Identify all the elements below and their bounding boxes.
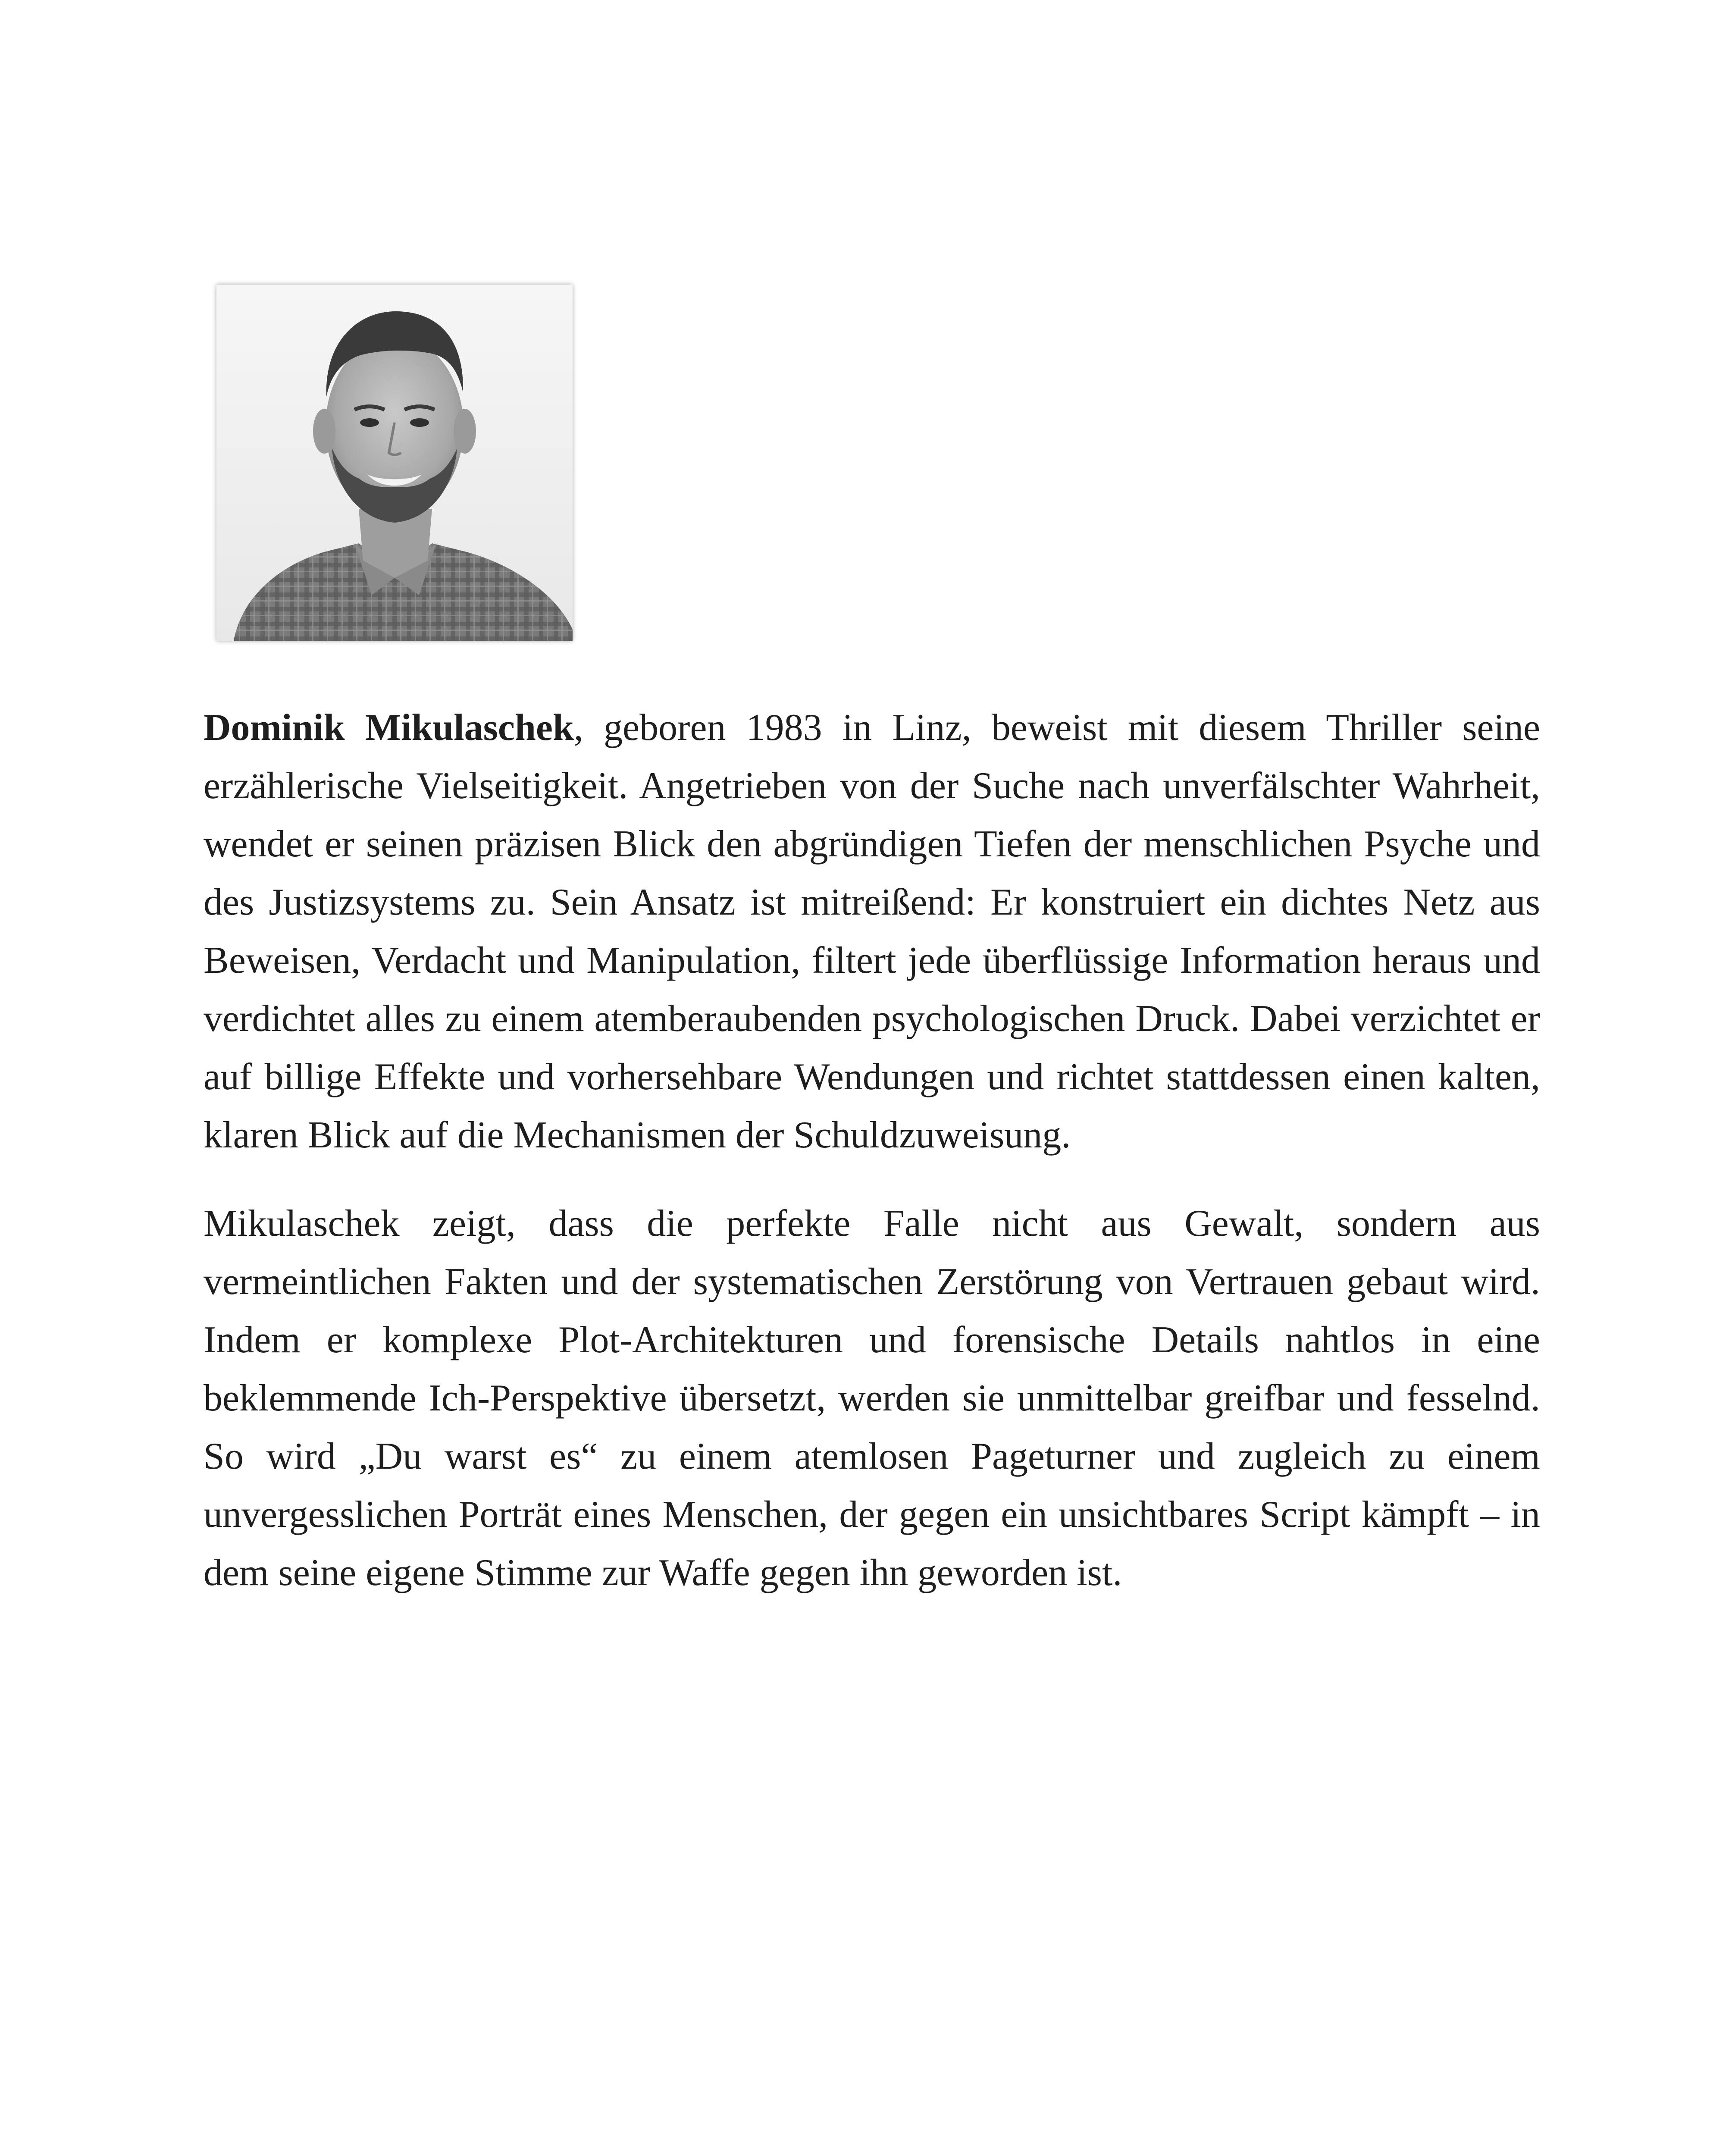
author-bio [204,699,1540,1632]
bio-paragraph-1 [204,699,1540,1164]
bio-paragraph-1-text: , geboren 1983 in Linz, beweist mit diesem Thriller seine erzählerische Vielseitigkeit. Angetrieben von der Suche nach unverfälschter Wahrheit, wendet er seinen präzisen Blick den abgründigen Tiefen der menschlichen Psyche und des Justizsystems zu. Sein Ansatz ist mitreißend: Er konstruiert ein dichtes Netz aus Beweisen, Verdacht und Manipulation, filtert jede überflüssige Information heraus und verdichtet alles zu einem atemberaubenden psychologischen Druck. Dabei verzichtet er auf billige Effekte und vorhersehbare Wendungen und richtet stattdessen einen kalten, klaren Blick auf die Mechanismen der Schuldzuweisung. [204,707,1540,1156]
bio-paragraph-2: Mikulaschek zeigt, dass die perfekte Falle nicht aus Gewalt, sondern aus vermeintlichen Fakten und der systematischen Zerstörung von Vertrauen gebaut wird. Indem er komplexe Plot-Architekturen und forensische Details nahtlos in eine beklemmende Ich-Perspektive übersetzt, werden sie unmittelbar greifbar und fesselnd. So wird „Du warst es“ zu einem atemlosen Pageturner und zugleich zu einem unvergesslichen Porträt eines Menschen, der gegen ein unsichtbares Script kämpft – in dem seine eigene Stimme zur Waffe gegen ihn geworden ist. [204,1203,1540,1594]
author-portrait-icon [216,285,573,641]
author-name: Dominik Mikulaschek [204,707,574,749]
author-photo [216,285,573,641]
